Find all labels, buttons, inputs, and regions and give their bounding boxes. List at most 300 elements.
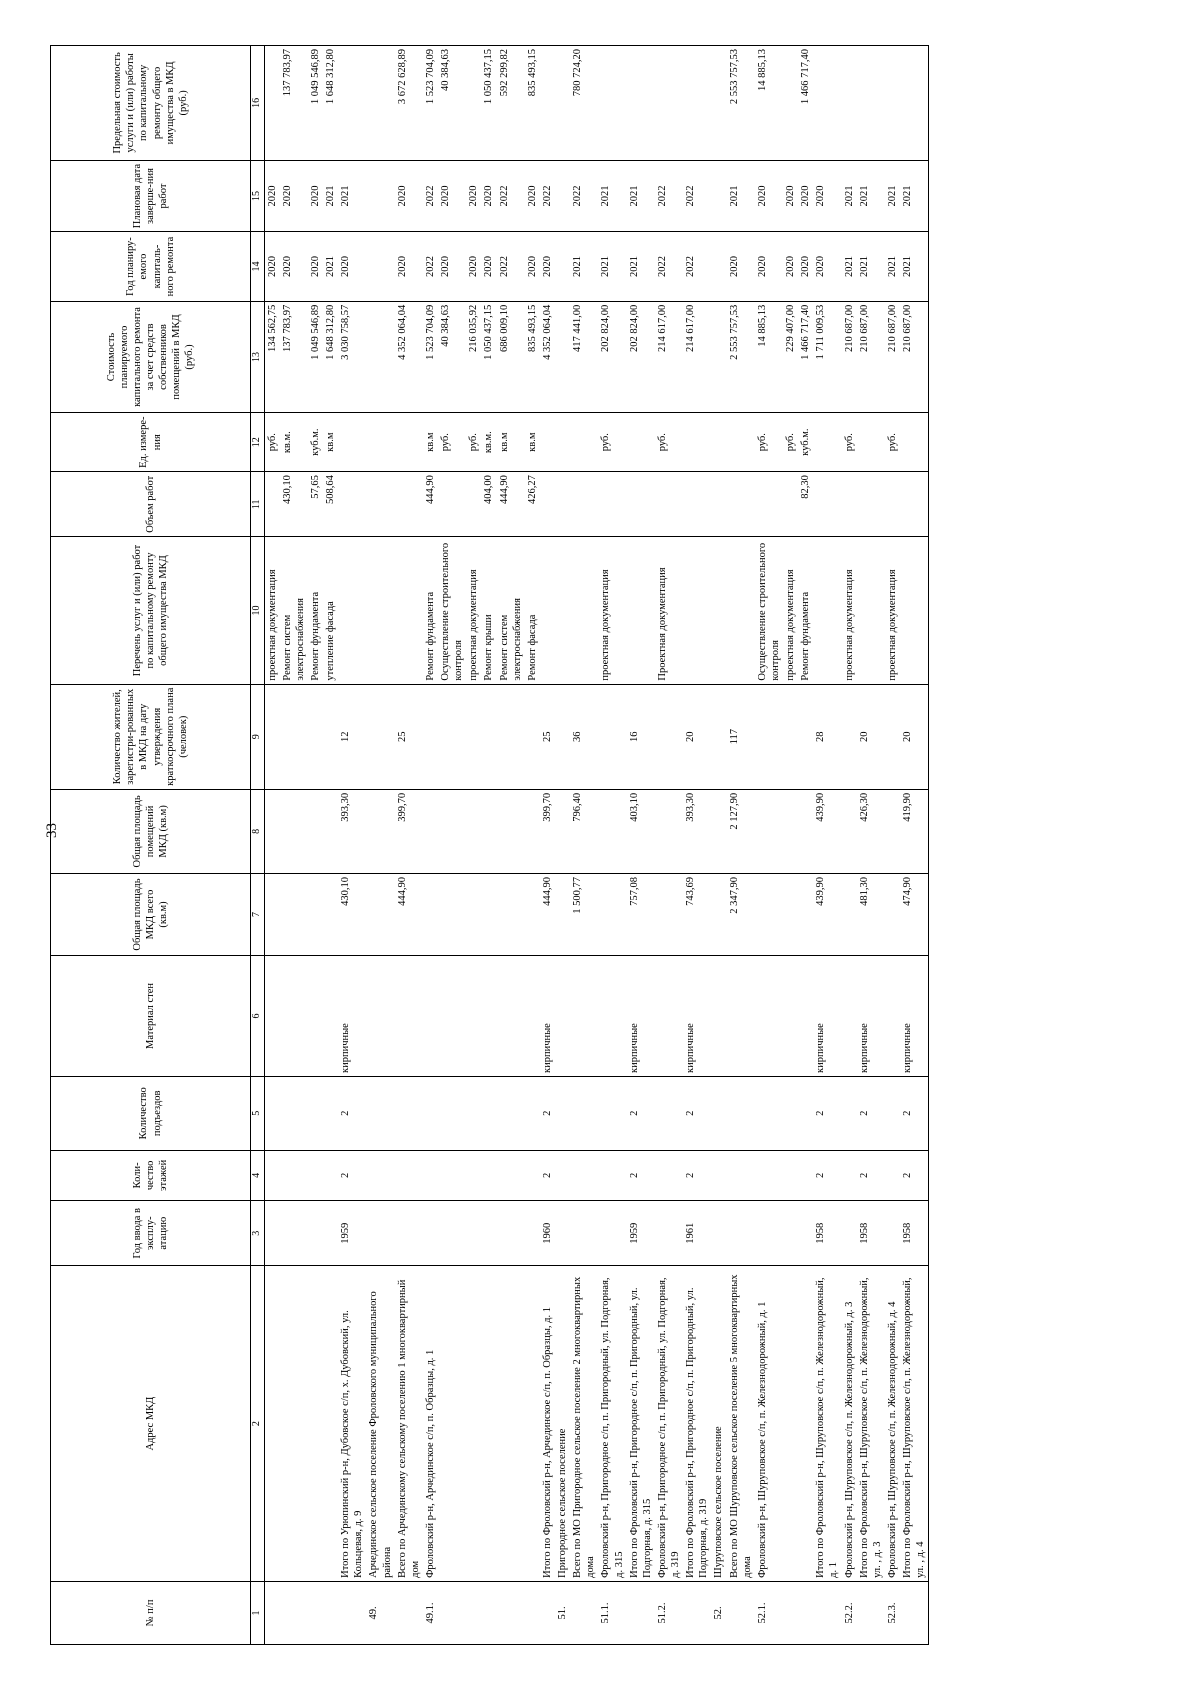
table-cell	[711, 301, 726, 413]
table-cell: 2020	[395, 160, 423, 232]
table-cell	[857, 537, 885, 684]
col-header: Коли-чество этажей	[51, 1150, 251, 1200]
table-cell: 40 384,63	[438, 46, 466, 161]
table-cell: 2020	[540, 232, 555, 301]
table-cell	[570, 472, 598, 537]
table-cell	[323, 684, 338, 789]
table-cell	[857, 1581, 885, 1644]
table-cell	[727, 413, 755, 472]
table-cell: кв.м	[525, 413, 540, 472]
table-cell	[755, 1076, 783, 1150]
table-cell	[323, 789, 338, 873]
table-cell: 4 352 064,04	[395, 301, 423, 413]
table-cell: 1961	[683, 1201, 711, 1266]
table-cell	[813, 413, 841, 472]
table-cell	[711, 873, 726, 955]
table-cell	[798, 873, 813, 955]
table-cell	[323, 1201, 338, 1266]
table-cell: 2021	[627, 232, 655, 301]
table-cell	[540, 472, 555, 537]
table-cell: 2022	[683, 232, 711, 301]
table-cell: 1958	[900, 1201, 929, 1266]
table-cell	[555, 684, 570, 789]
table-cell	[555, 789, 570, 873]
table-cell: 52.3.	[885, 1581, 900, 1644]
table-cell: руб.	[783, 413, 798, 472]
table-cell: Всего по МО Пригородное сельское поселение 2 многоквартирных дома	[570, 1266, 598, 1582]
table-cell: 757,08	[627, 873, 655, 955]
table-cell	[323, 956, 338, 1077]
header-row	[51, 46, 251, 1645]
table-cell: руб.	[755, 413, 783, 472]
table-cell	[525, 1266, 540, 1582]
table-cell	[755, 472, 783, 537]
table-cell	[655, 1150, 683, 1200]
table-cell	[264, 1201, 280, 1266]
table-cell: 474,90	[900, 873, 929, 955]
table-cell	[525, 1201, 540, 1266]
table-row	[798, 46, 813, 1645]
table-cell: 51.	[555, 1581, 570, 1644]
table-cell: 2021	[570, 232, 598, 301]
table-cell: 2 127,90	[727, 789, 755, 873]
table-cell: 1958	[813, 1201, 841, 1266]
table-cell: 2022	[655, 232, 683, 301]
table-row	[395, 46, 423, 1645]
table-cell	[438, 1581, 466, 1644]
table-cell: Осуществление строительного контроля	[438, 537, 466, 684]
table-cell: проектная документация	[466, 537, 481, 684]
table-cell: Всего по МО Шуруповское сельское поселение 5 многоквартирных дома	[727, 1266, 755, 1582]
table-row	[423, 46, 438, 1645]
table-cell: руб.	[655, 413, 683, 472]
table-cell	[727, 1201, 755, 1266]
table-cell: 2022	[540, 160, 555, 232]
table-cell	[497, 1076, 525, 1150]
table-row	[323, 46, 338, 1645]
table-cell	[497, 1150, 525, 1200]
table-cell: 2021	[323, 160, 338, 232]
table-cell	[711, 956, 726, 1077]
table-cell	[525, 1581, 540, 1644]
table-cell: 399,70	[395, 789, 423, 873]
table-cell: 1 466 717,40	[798, 301, 813, 413]
table-cell	[466, 873, 481, 955]
table-cell	[323, 873, 338, 955]
table-cell: 2022	[497, 232, 525, 301]
table-cell	[525, 1150, 540, 1200]
col-header: Год планиру-емого капиталь-ного ремонта	[51, 232, 251, 301]
table-cell	[280, 684, 308, 789]
table-cell: 2	[627, 1076, 655, 1150]
table-cell	[727, 537, 755, 684]
table-cell	[627, 413, 655, 472]
table-cell: Всего по Арчединскому сельскому поселению 1 многоквартирный дом	[395, 1266, 423, 1582]
table-cell	[308, 873, 323, 955]
table-cell: 2020	[280, 160, 308, 232]
table-cell: 1 049 546,89	[308, 46, 323, 161]
table-cell: Пригородное сельское поселение	[555, 1266, 570, 1582]
table-cell	[555, 1150, 570, 1200]
table-cell: 686 009,10	[497, 301, 525, 413]
table-cell: 1 648 312,80	[323, 46, 338, 161]
table-cell: 439,90	[813, 873, 841, 955]
table-cell: 57,65	[308, 472, 323, 537]
table-cell	[598, 472, 626, 537]
table-cell	[395, 1201, 423, 1266]
table-cell: 1 523 704,09	[423, 46, 438, 161]
table-cell	[598, 684, 626, 789]
table-cell	[627, 537, 655, 684]
table-cell: 2021	[627, 160, 655, 232]
table-cell	[280, 1150, 308, 1200]
table-cell	[570, 1581, 598, 1644]
table-cell	[323, 1150, 338, 1200]
col-header: Перечень услуг и (или) работ по капитальному ремонту общего имущества МКД	[51, 537, 251, 684]
table-cell: 202 824,00	[598, 301, 626, 413]
table-row	[570, 46, 598, 1645]
table-cell	[438, 1150, 466, 1200]
col-number: 16	[251, 46, 265, 161]
table-cell: Итого по Фроловский р-н, Пригородное с/п, п. Пригородный, ул. Подгорная, д. 315	[627, 1266, 655, 1582]
table-cell	[655, 789, 683, 873]
table-cell: проектная документация	[598, 537, 626, 684]
table-row	[338, 46, 366, 1645]
table-cell	[900, 46, 929, 161]
table-cell: 2021	[900, 232, 929, 301]
table-cell	[525, 1076, 540, 1150]
table-cell: Фроловский р-н, Арчединское с/п, п. Образцы, д. 1	[423, 1266, 438, 1582]
table-cell	[885, 873, 900, 955]
table-cell	[466, 789, 481, 873]
col-header: Год ввода в эксплу-атацию	[51, 1201, 251, 1266]
table-cell	[598, 873, 626, 955]
table-cell	[423, 1150, 438, 1200]
table-cell	[900, 1581, 929, 1644]
table-cell	[280, 873, 308, 955]
table-cell: руб.	[842, 413, 857, 472]
table-cell: кирпичные	[857, 956, 885, 1077]
table-cell: кирпичные	[683, 956, 711, 1077]
table-cell	[711, 413, 726, 472]
table-cell	[783, 46, 798, 161]
table-cell	[727, 472, 755, 537]
table-cell	[366, 1150, 394, 1200]
table-row	[783, 46, 798, 1645]
table-cell	[366, 160, 394, 232]
table-cell	[481, 1076, 496, 1150]
table-cell	[308, 956, 323, 1077]
table-cell	[280, 789, 308, 873]
table-cell: утепление фасада	[323, 537, 338, 684]
table-cell	[813, 1581, 841, 1644]
table-cell	[308, 684, 323, 789]
table-cell	[395, 1150, 423, 1200]
table-cell	[783, 1150, 798, 1200]
table-cell: 2022	[423, 232, 438, 301]
table-cell: проектная документация	[783, 537, 798, 684]
table-cell: 214 617,00	[655, 301, 683, 413]
table-cell: 1 500,77	[570, 873, 598, 955]
table-cell: Фроловский р-н, Шуруповское с/п, п. Железнодорожный, д. 1	[755, 1266, 783, 1582]
col-number: 9	[251, 684, 265, 789]
table-cell	[900, 472, 929, 537]
table-cell: 14 885,13	[755, 46, 783, 161]
table-row	[264, 46, 280, 1645]
table-cell: 2020	[308, 232, 323, 301]
table-cell	[683, 413, 711, 472]
table-cell	[308, 1150, 323, 1200]
table-cell: Арчединское сельское поселение Фроловского муниципального района	[366, 1266, 394, 1582]
table-cell: 2020	[438, 160, 466, 232]
table-cell: 2020	[481, 160, 496, 232]
table-cell	[885, 472, 900, 537]
table-cell	[842, 1201, 857, 1266]
table-cell	[555, 232, 570, 301]
table-cell: кв.м	[497, 413, 525, 472]
table-cell: 137 783,97	[280, 301, 308, 413]
table-cell: 2	[683, 1150, 711, 1200]
table-cell	[395, 537, 423, 684]
table-cell	[466, 1076, 481, 1150]
table-cell	[466, 1266, 481, 1582]
table-cell	[711, 160, 726, 232]
table-cell	[783, 1201, 798, 1266]
table-cell: 2020	[280, 232, 308, 301]
col-number: 4	[251, 1150, 265, 1200]
col-header: Плановая дата заверше-ния работ	[51, 160, 251, 232]
table-row	[466, 46, 481, 1645]
table-cell	[727, 956, 755, 1077]
table-cell	[655, 472, 683, 537]
table-cell: руб.	[885, 413, 900, 472]
table-cell	[798, 684, 813, 789]
table-cell	[711, 537, 726, 684]
table-cell	[627, 46, 655, 161]
table-cell	[497, 1581, 525, 1644]
table-cell	[857, 472, 885, 537]
table-cell	[570, 537, 598, 684]
table-cell: 36	[570, 684, 598, 789]
table-cell	[366, 684, 394, 789]
table-cell: 2020	[466, 232, 481, 301]
table-cell: кирпичные	[540, 956, 555, 1077]
table-cell: 1 050 437,15	[481, 46, 496, 161]
table-cell	[711, 232, 726, 301]
table-cell	[497, 1201, 525, 1266]
table-cell: 2021	[885, 232, 900, 301]
table-cell	[466, 472, 481, 537]
table-cell: 444,90	[497, 472, 525, 537]
col-header: Объем работ	[51, 472, 251, 537]
col-header: Предельная стоимость услуги и (или) работы по капитальному ремонту общего имущества в МКД (руб.)	[51, 46, 251, 161]
table-cell	[264, 789, 280, 873]
table-cell	[264, 1076, 280, 1150]
table-cell: 1 648 312,80	[323, 301, 338, 413]
table-cell	[683, 1581, 711, 1644]
table-cell	[395, 472, 423, 537]
table-cell	[423, 789, 438, 873]
table-cell	[395, 1076, 423, 1150]
table-cell: 417 441,00	[570, 301, 598, 413]
table-cell: 2	[540, 1150, 555, 1200]
table-cell: 2022	[570, 160, 598, 232]
table-cell: Ремонт систем электроснабжения	[280, 537, 308, 684]
table-row	[727, 46, 755, 1645]
table-cell	[323, 1266, 338, 1582]
col-number: 7	[251, 873, 265, 955]
table-cell: 426,30	[857, 789, 885, 873]
table-cell	[264, 1581, 280, 1644]
table-cell: 3 672 628,89	[395, 46, 423, 161]
table-cell	[555, 1076, 570, 1150]
table-row	[900, 46, 929, 1645]
table-cell: 2020	[395, 232, 423, 301]
table-row	[711, 46, 726, 1645]
col-header: Количество подъездов	[51, 1076, 251, 1150]
table-cell	[570, 413, 598, 472]
table-cell	[323, 1076, 338, 1150]
table-cell: 2	[857, 1076, 885, 1150]
table-cell	[755, 956, 783, 1077]
table-cell: проектная документация	[885, 537, 900, 684]
table-cell	[755, 873, 783, 955]
table-cell: 2020	[525, 232, 540, 301]
table-cell	[395, 1581, 423, 1644]
table-row	[525, 46, 540, 1645]
table-body	[264, 46, 929, 1645]
table-cell: Итого по Фроловский р-н, Шуруповское с/п, п. Железнодорожный, д. 1	[813, 1266, 841, 1582]
table-cell	[395, 413, 423, 472]
table-cell: кирпичные	[627, 956, 655, 1077]
table-cell: 49.1.	[423, 1581, 438, 1644]
table-cell: 49.	[366, 1581, 394, 1644]
table-row	[813, 46, 841, 1645]
table-cell: 40 384,63	[438, 301, 466, 413]
table-cell	[264, 956, 280, 1077]
table-cell	[798, 1266, 813, 1582]
table-cell: 20	[900, 684, 929, 789]
column-number-row	[251, 46, 265, 1645]
table-cell: 202 824,00	[627, 301, 655, 413]
table-cell	[570, 1076, 598, 1150]
table-cell	[711, 1076, 726, 1150]
table-cell	[655, 956, 683, 1077]
table-cell: 214 617,00	[683, 301, 711, 413]
table-cell	[438, 1201, 466, 1266]
table-cell	[885, 684, 900, 789]
table-cell: 481,30	[857, 873, 885, 955]
table-cell	[842, 956, 857, 1077]
table-cell	[540, 413, 555, 472]
table-cell: 20	[857, 684, 885, 789]
table-cell	[308, 1266, 323, 1582]
table-cell: кирпичные	[900, 956, 929, 1077]
col-header: Общая площадь помещений МКД (кв.м)	[51, 789, 251, 873]
table-cell	[842, 472, 857, 537]
table-cell: Ремонт систем электроснабжения	[497, 537, 525, 684]
table-cell	[423, 956, 438, 1077]
table-cell: кв.м.	[481, 413, 496, 472]
table-cell	[338, 472, 366, 537]
table-cell: 25	[540, 684, 555, 789]
col-header: Общая площадь МКД всего (кв.м)	[51, 873, 251, 955]
table-cell	[555, 46, 570, 161]
table-cell: 2 347,90	[727, 873, 755, 955]
table-cell: 1 050 437,15	[481, 301, 496, 413]
table-cell: 1958	[857, 1201, 885, 1266]
table-cell: 16	[627, 684, 655, 789]
table-cell	[366, 472, 394, 537]
table-cell: 835 493,15	[525, 301, 540, 413]
table-cell: 2	[857, 1150, 885, 1200]
table-cell: Проектная документация	[655, 537, 683, 684]
table-cell: 2021	[885, 160, 900, 232]
col-number: 14	[251, 232, 265, 301]
table-cell: руб.	[598, 413, 626, 472]
table-cell	[655, 873, 683, 955]
table-cell: кв.м	[423, 413, 438, 472]
table-cell	[842, 873, 857, 955]
table-cell: 2021	[338, 160, 366, 232]
table-cell	[655, 684, 683, 789]
table-cell: 52.1.	[755, 1581, 783, 1644]
table-cell: 2020	[798, 160, 813, 232]
table-cell	[655, 1076, 683, 1150]
table-cell	[842, 684, 857, 789]
table-cell	[755, 1150, 783, 1200]
table-cell	[525, 684, 540, 789]
table-cell: руб.	[466, 413, 481, 472]
table-cell: 2020	[755, 160, 783, 232]
col-header: Стоимость планируемого капитального ремонта за счет средств собственников помещений в МКД (руб.)	[51, 301, 251, 413]
table-cell	[423, 873, 438, 955]
table-cell	[466, 956, 481, 1077]
table-row	[683, 46, 711, 1645]
table-cell	[366, 232, 394, 301]
table-cell	[798, 1581, 813, 1644]
table-cell	[798, 1201, 813, 1266]
table-cell: 2022	[423, 160, 438, 232]
table-cell: 1 049 546,89	[308, 301, 323, 413]
table-cell: 2022	[683, 160, 711, 232]
table-cell	[885, 1150, 900, 1200]
col-number: 6	[251, 956, 265, 1077]
table-cell: 2021	[857, 232, 885, 301]
table-cell: Шуруповское сельское поселение	[711, 1266, 726, 1582]
table-cell	[842, 789, 857, 873]
table-cell: 2020	[438, 232, 466, 301]
table-cell: 2	[900, 1076, 929, 1150]
table-cell: 2020	[755, 232, 783, 301]
table-cell: 1959	[627, 1201, 655, 1266]
table-cell: кирпичные	[338, 956, 366, 1077]
table-cell: 2	[627, 1150, 655, 1200]
table-cell	[711, 1150, 726, 1200]
table-cell: 210 687,00	[900, 301, 929, 413]
table-cell	[466, 1150, 481, 1200]
table-cell: 210 687,00	[842, 301, 857, 413]
table-cell	[540, 46, 555, 161]
table-cell	[783, 684, 798, 789]
col-number: 3	[251, 1201, 265, 1266]
table-cell	[481, 1581, 496, 1644]
table-cell	[555, 301, 570, 413]
table-cell: 2020	[338, 232, 366, 301]
table-cell: 134 562,75	[264, 301, 280, 413]
table-cell: руб.	[264, 413, 280, 472]
table-cell	[555, 873, 570, 955]
